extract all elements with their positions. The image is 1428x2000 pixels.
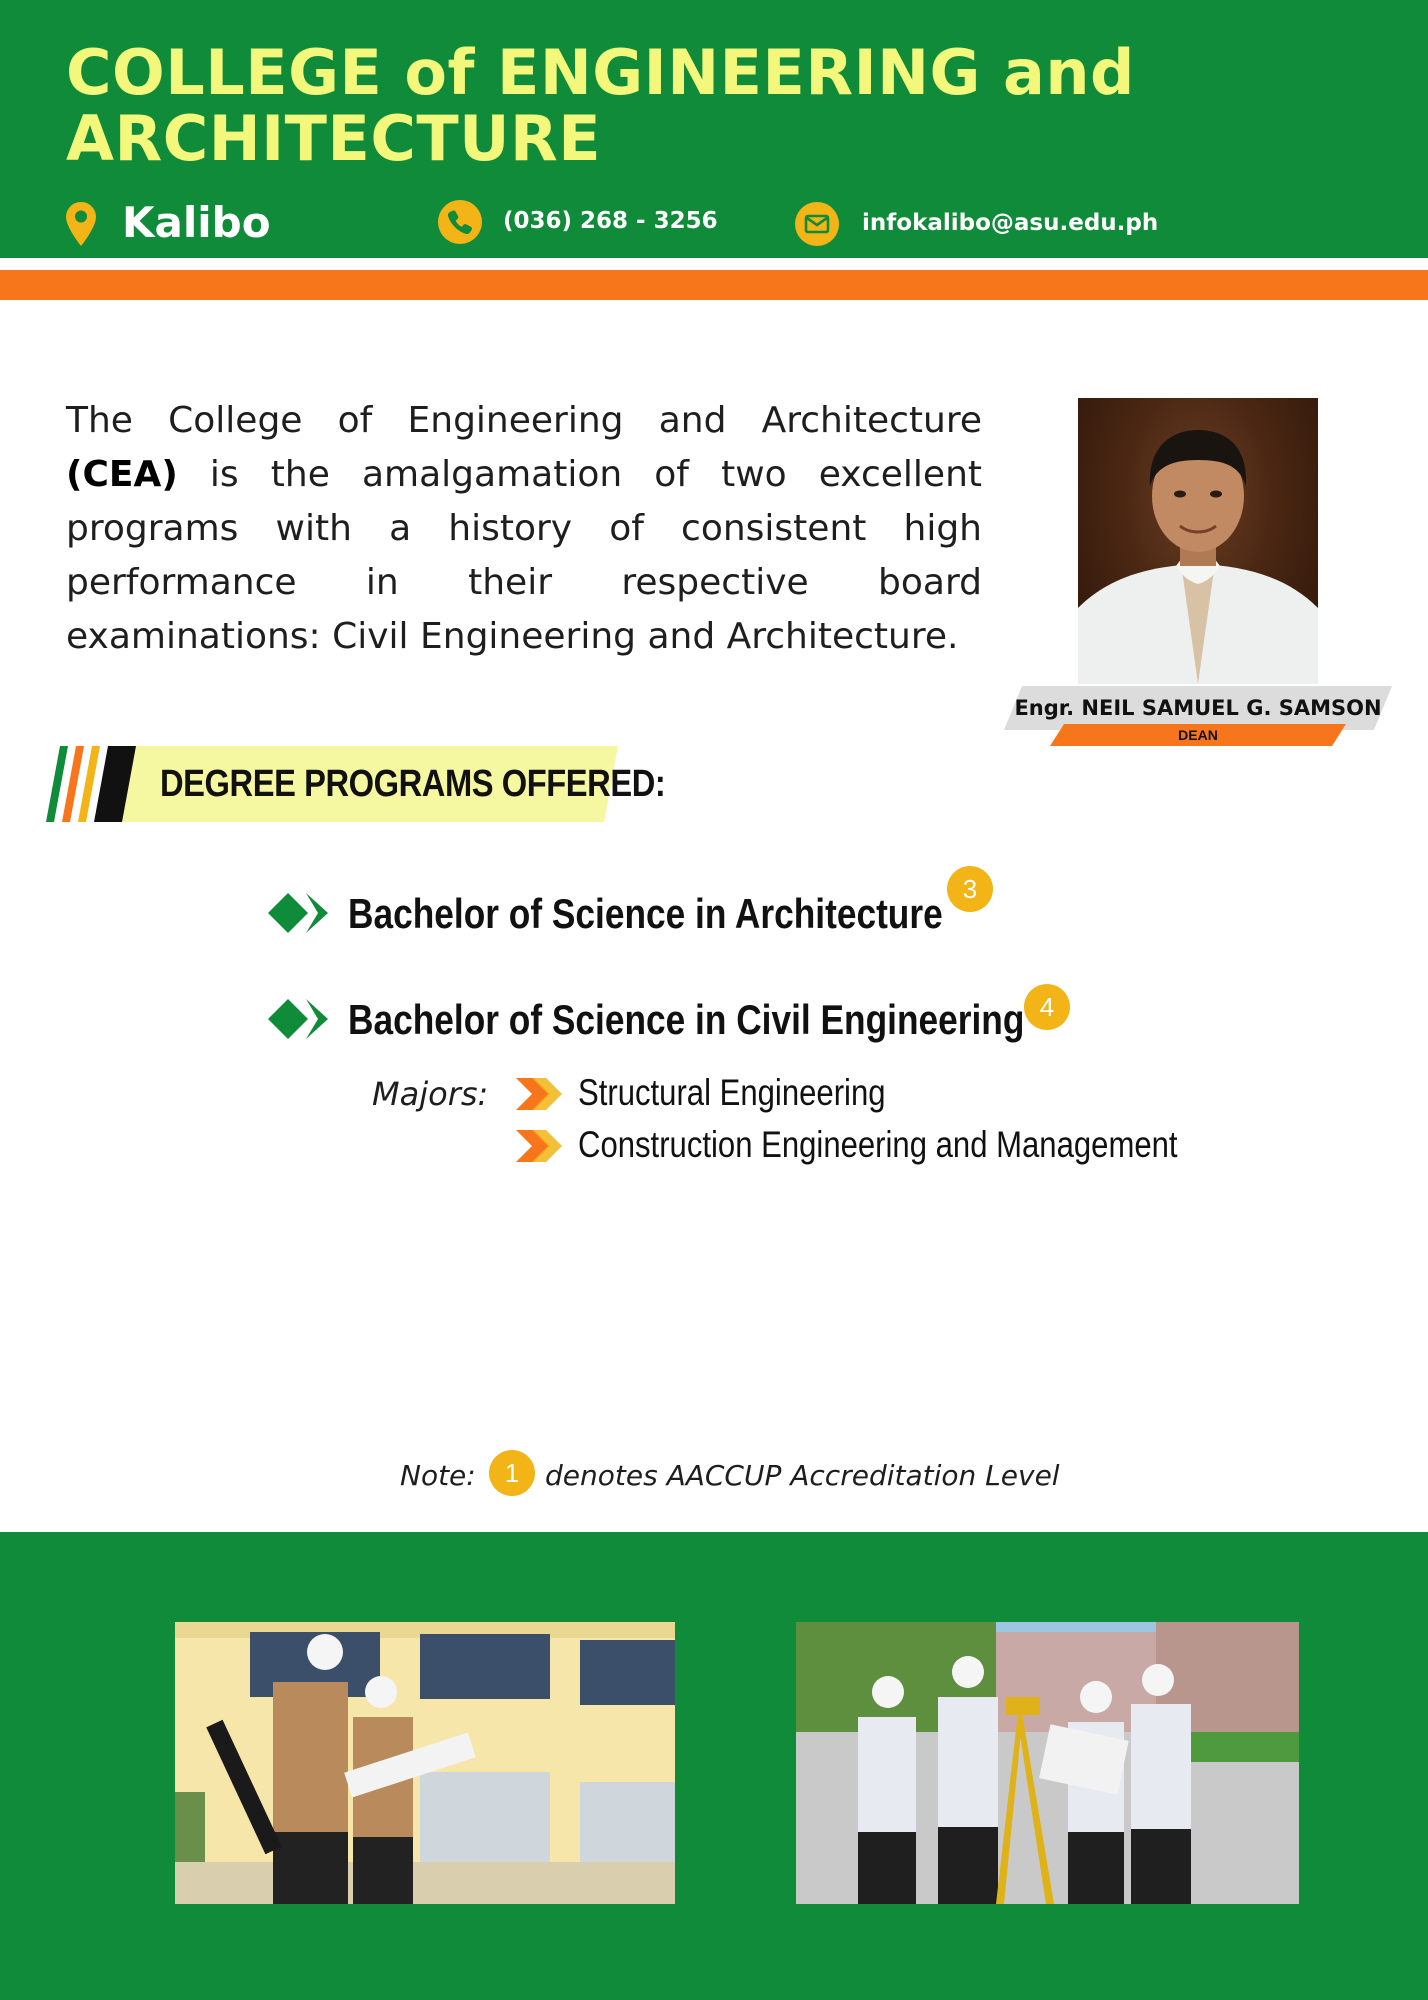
cea-abbreviation: (CEA) — [66, 454, 178, 495]
students-surveying-photo — [796, 1622, 1299, 1904]
dean-name: Engr. NEIL SAMUEL G. SAMSON — [1014, 696, 1382, 720]
degree-heading-title: DEGREE PROGRAMS OFFERED: — [160, 763, 666, 805]
email-address[interactable]: infokalibo@asu.edu.ph — [862, 210, 1159, 236]
major-structural-engineering: Structural Engineering — [578, 1072, 886, 1113]
note-label: Note: — [400, 1459, 476, 1492]
phone-icon — [438, 200, 482, 244]
intro-paragraph: The College of Engineering and Architecture (CEA) is the amalgamation of two excellent programs with a history of consistent high performance in their respective board examinations: Civil Engineering and Architecture. — [66, 400, 982, 657]
dean-role: DEAN — [1178, 727, 1218, 743]
note-text: denotes AACCUP Accreditation Level — [545, 1459, 1060, 1492]
double-chevron-icon — [516, 1130, 564, 1162]
majors-label: Majors: — [372, 1075, 489, 1113]
phone-number[interactable]: (036) 268 - 3256 — [503, 208, 718, 234]
major-construction-engineering: Construction Engineering and Management — [578, 1124, 1178, 1165]
heading-stripes-icon — [46, 746, 136, 822]
accreditation-level-badge: 3 — [947, 866, 993, 912]
program-architecture: Bachelor of Science in Architecture — [348, 890, 943, 937]
accreditation-level-badge: 4 — [1024, 984, 1070, 1030]
college-title: COLLEGE of ENGINEERING and ARCHITECTURE — [66, 36, 1135, 175]
double-diamond-icon — [266, 891, 330, 935]
dean-photo — [1078, 398, 1318, 684]
students-building-photo — [175, 1622, 675, 1904]
header-divider-white — [0, 258, 1428, 270]
double-diamond-icon — [266, 997, 330, 1041]
location-pin-icon — [66, 202, 96, 246]
note-level-badge: 1 — [489, 1450, 535, 1496]
header-divider-orange — [0, 270, 1428, 300]
mail-icon — [795, 202, 839, 246]
program-civil-engineering: Bachelor of Science in Civil Engineering — [348, 996, 1025, 1043]
location-text: Kalibo — [122, 198, 271, 247]
double-chevron-icon — [516, 1078, 564, 1110]
